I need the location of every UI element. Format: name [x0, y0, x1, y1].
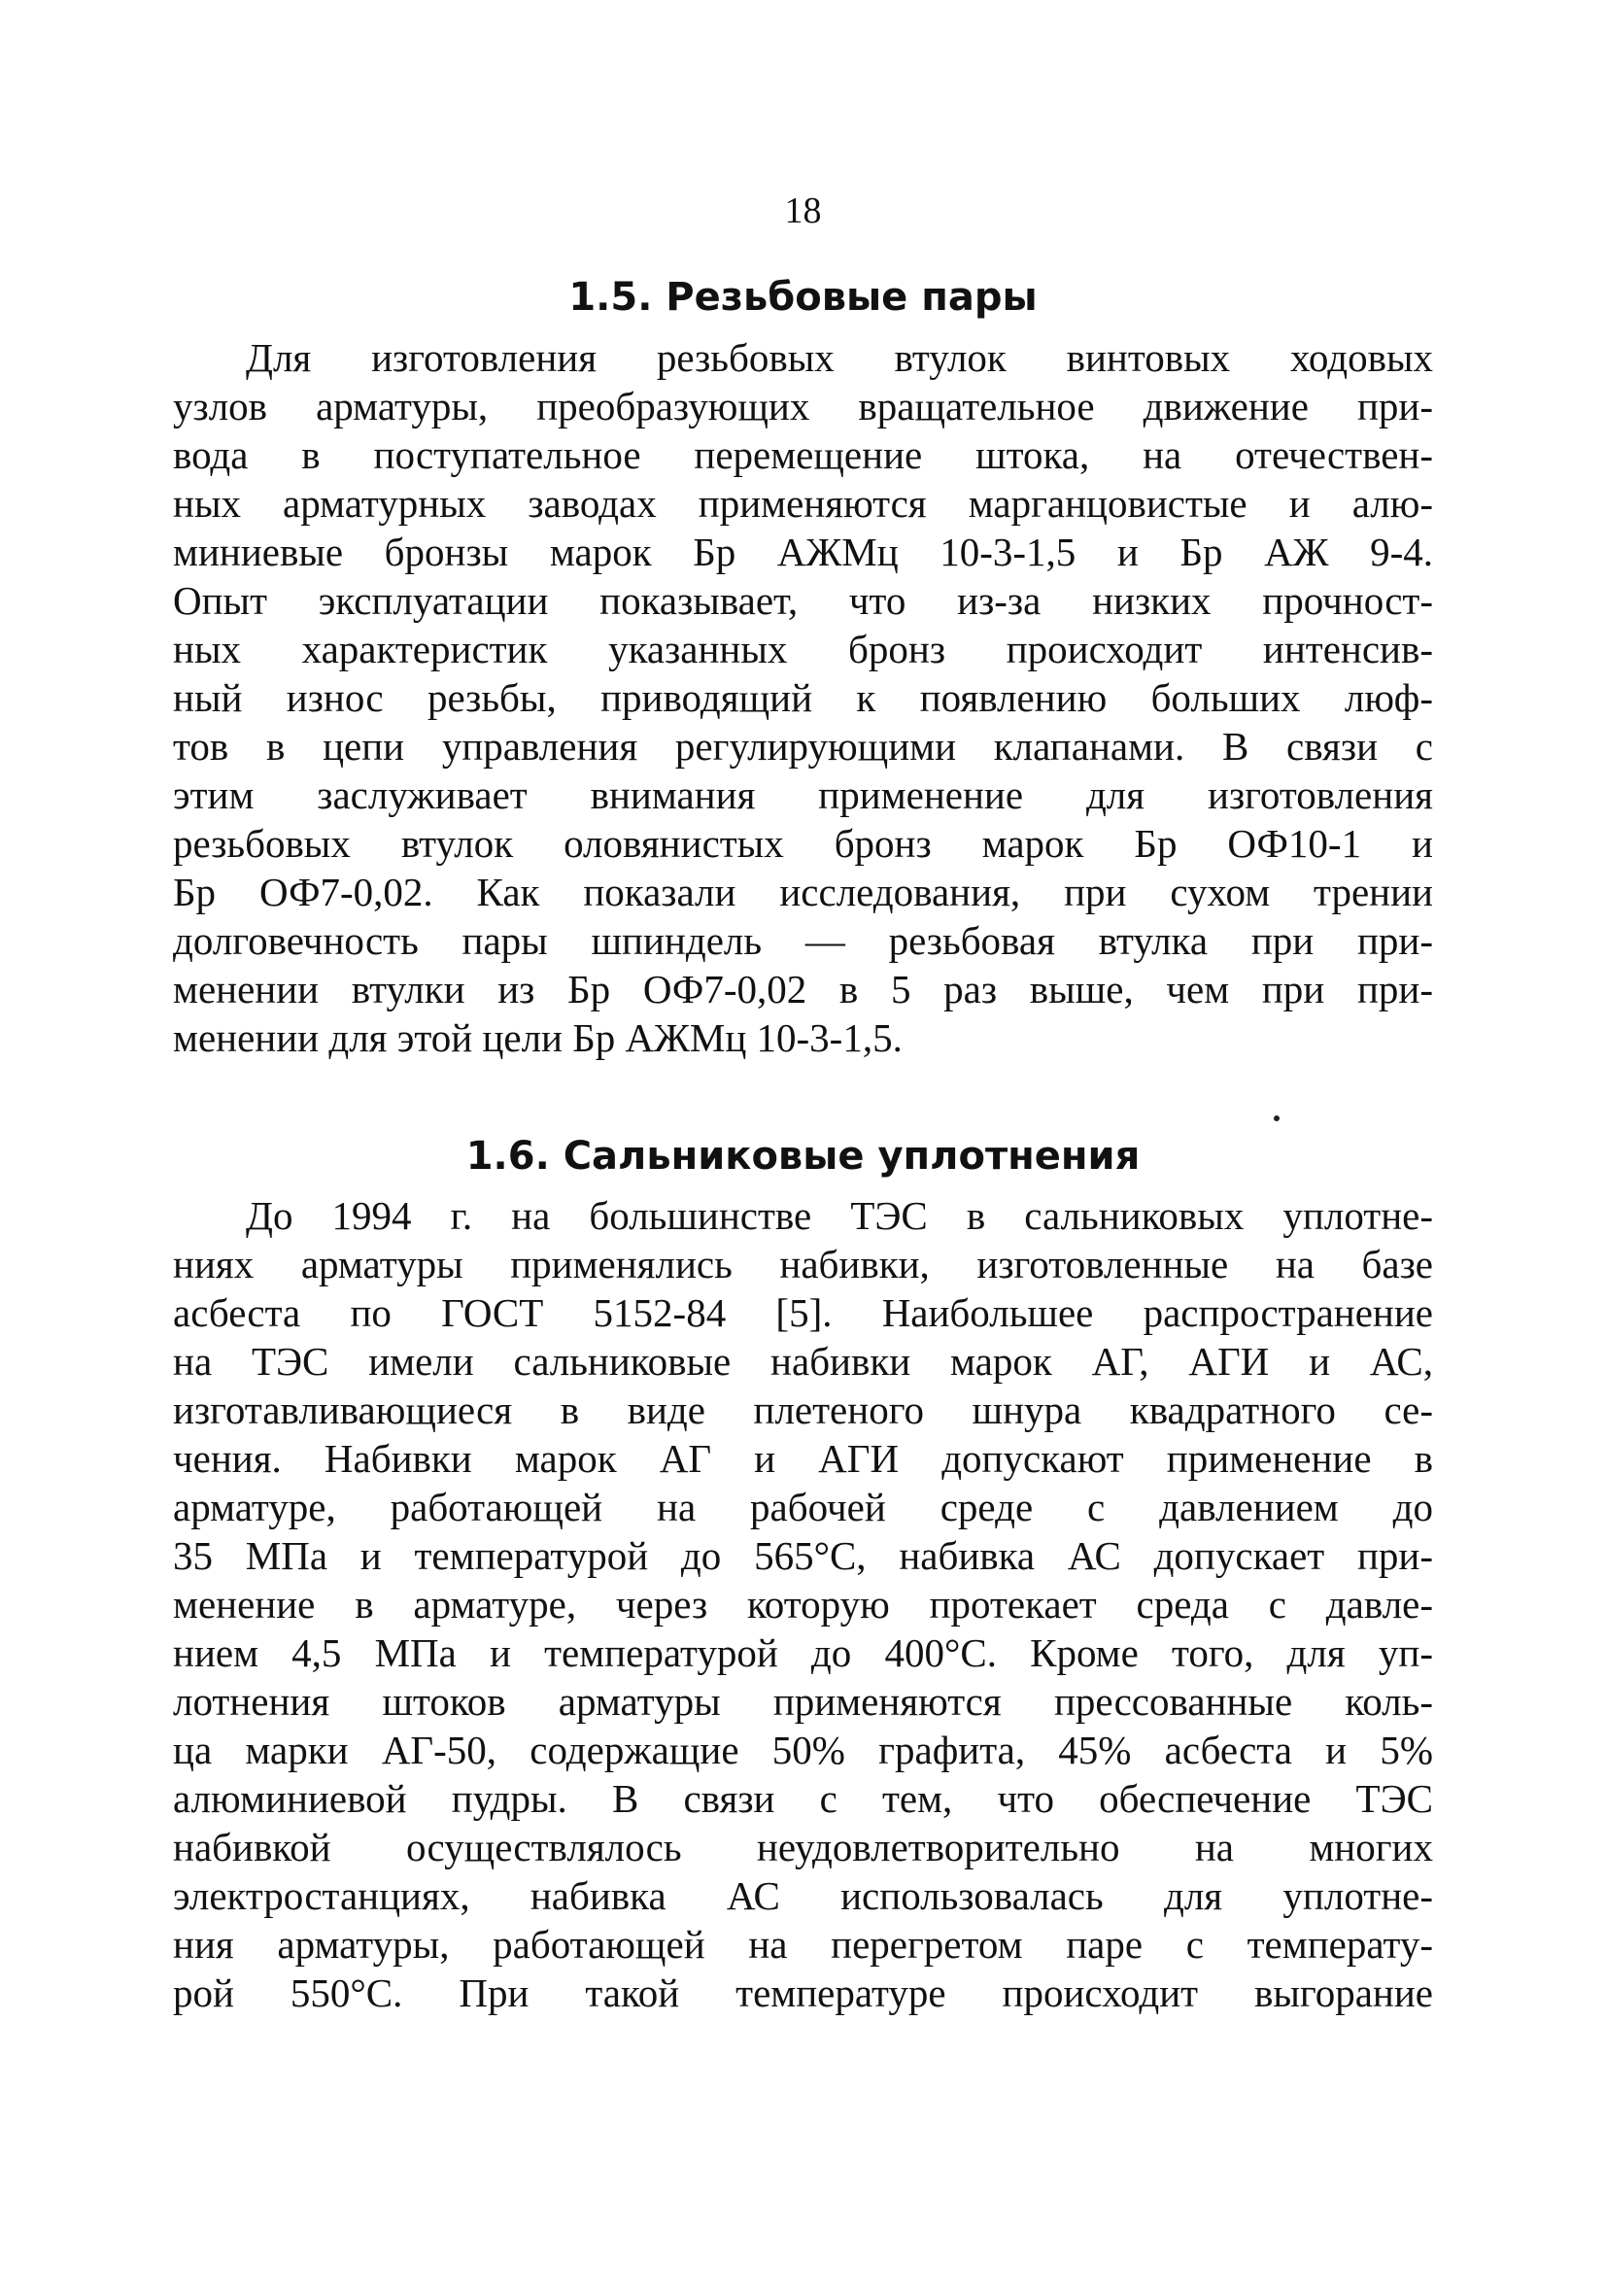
text-line: ных характеристик указанных бронз происходит интенсив-	[173, 627, 1433, 671]
text-line: узлов арматуры, преобразующих вращательное движение при-	[173, 384, 1433, 428]
text-line: изготавливающиеся в виде плетеного шнура квадратного се-	[173, 1388, 1433, 1432]
text-line: на ТЭС имели сальниковые набивки марок АГ, АГИ и АС,	[173, 1339, 1433, 1384]
text-line: тов в цепи управления регулирующими клапанами. В связи с	[173, 724, 1433, 769]
text-line: ниях арматуры применялись набивки, изготовленные на базе	[173, 1242, 1433, 1286]
text-line: чения. Набивки марок АГ и АГИ допускают применение в	[173, 1436, 1433, 1481]
text-line: Опыт эксплуатации показывает, что из-за низких прочност-	[173, 578, 1433, 623]
text-line: До 1994 г. на большинстве ТЭС в сальниковых уплотне-	[246, 1193, 1433, 1238]
text-line: нием 4,5 МПа и температурой до 400°С. Кроме того, для уп-	[173, 1630, 1433, 1675]
section-body-threaded-pairs	[173, 333, 1433, 1062]
text-line: 35 МПа и температурой до 565°С, набивка АС допускает при-	[173, 1533, 1433, 1578]
text-line: резьбовых втулок оловянистых бронз марок Бр ОФ10-1 и	[173, 821, 1433, 866]
text-line: алюминиевой пудры. В связи с тем, что обеспечение ТЭС	[173, 1776, 1433, 1821]
text-line: миниевые бронзы марок Бр АЖМц 10-3-1,5 и Бр АЖ 9-4.	[173, 530, 1433, 574]
print-speck	[1274, 1115, 1280, 1121]
text-line: электростанциях, набивка АС использовалась для уплотне-	[173, 1873, 1433, 1918]
text-line: долговечность пары шпиндель — резьбовая втулка при при-	[173, 918, 1433, 963]
section-body-gland-seals	[173, 1191, 1433, 2017]
text-line: менение в арматуре, через которую протекает среда с давле-	[173, 1582, 1433, 1627]
section-heading-gland-seals: 1.6. Сальниковые уплотнения	[465, 1134, 1141, 1179]
text-line: этим заслуживает внимания применение для изготовления	[173, 772, 1433, 817]
text-line: ца марки АГ-50, содержащие 50% графита, 45% асбеста и 5%	[173, 1728, 1433, 1772]
text-line: Для изготовления резьбовых втулок винтовых ходовых	[246, 335, 1433, 380]
text-line: ный износ резьбы, приводящий к появлению больших люф-	[173, 675, 1433, 720]
text-line: набивкой осуществлялось неудовлетворительно на многих	[173, 1825, 1433, 1869]
text-line: менении втулки из Бр ОФ7-0,02 в 5 раз выше, чем при при-	[173, 967, 1433, 1011]
text-line: ния арматуры, работающей на перегретом паре с температу-	[173, 1922, 1433, 1967]
text-line: ных арматурных заводах применяются марганцовистые и алю-	[173, 481, 1433, 526]
text-line: менении для этой цели Бр АЖМц 10-3-1,5.	[173, 1015, 903, 1060]
section-heading-threaded-pairs: 1.5. Резьбовые пары	[568, 275, 1038, 320]
text-line: асбеста по ГОСТ 5152-84 [5]. Наибольшее распространение	[173, 1290, 1433, 1335]
page-number: 18	[784, 190, 822, 231]
text-line: арматуре, работающей на рабочей среде с давлением до	[173, 1485, 1433, 1529]
text-line: вода в поступательное перемещение штока, на отечествен-	[173, 432, 1433, 477]
text-line: рой 550°С. При такой температуре происходит выгорание	[173, 1970, 1433, 2015]
text-line: лотнения штоков арматуры применяются прессованные коль-	[173, 1679, 1433, 1724]
text-line: Бр ОФ7-0,02. Как показали исследования, при сухом трении	[173, 870, 1433, 914]
